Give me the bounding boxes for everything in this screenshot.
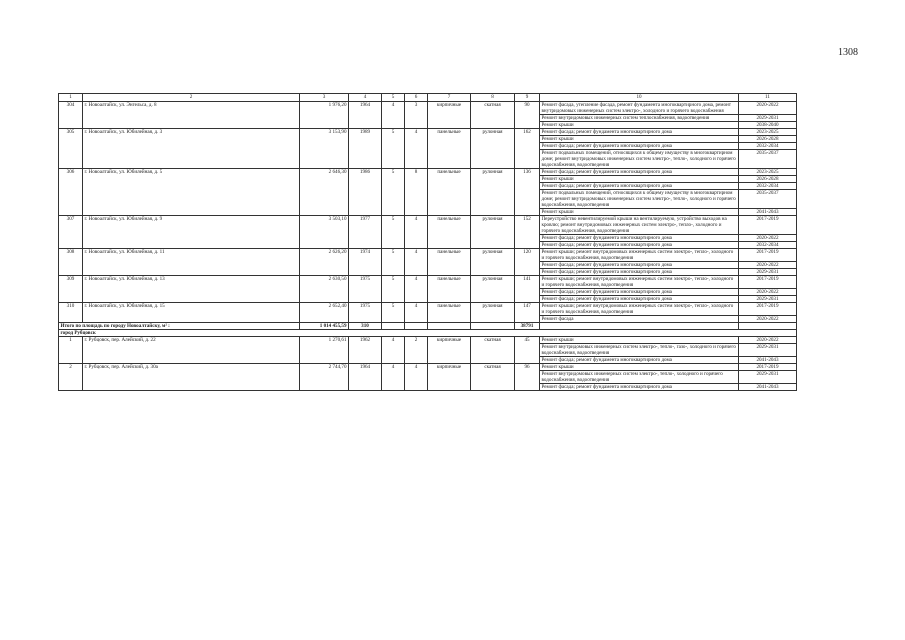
repair-period: 2035-2037	[739, 190, 797, 209]
total-area: 2 652,40	[300, 303, 349, 323]
total-area: 2 630,50	[300, 276, 349, 303]
table-row	[59, 102, 797, 115]
entrances-count: 4	[405, 364, 428, 391]
repair-period: 2032-2034	[739, 143, 797, 150]
residents-count: 90	[515, 102, 540, 129]
capital-repair-table	[58, 93, 797, 391]
wall-material: панельные	[428, 276, 471, 303]
repair-work: Ремонт фасада, утепление фасада, ремонт фундамента многоквартирного дома, ремонт внутридомовых инженерных систем электро-, холодного и горячего водоснабжения	[540, 102, 739, 115]
column-number-row	[59, 94, 797, 102]
address: г. Новоалтайск, ул. Юбилейная, д. 15	[83, 303, 300, 323]
building-number: 310	[59, 303, 83, 323]
repair-period: 2029-2031	[739, 296, 797, 303]
repair-period: 2029-2031	[739, 371, 797, 384]
total-area: 1 014 455,59	[300, 323, 349, 330]
column-number: 11	[739, 94, 797, 102]
building-number: 304	[59, 102, 83, 129]
entrances-count: 4	[405, 129, 428, 169]
repair-work: Ремонт крыши; ремонт внутридомовых инженерных систем электро-, тепло-, холодного и горячего водоснабжения, водоотведения	[540, 276, 739, 289]
build-year: 1975	[349, 303, 382, 323]
wall-material: панельные	[428, 169, 471, 216]
table-row	[59, 303, 797, 316]
roof-type: скатная	[471, 102, 515, 129]
column-number: 3	[300, 94, 349, 102]
repair-period: 2029-2031	[739, 344, 797, 357]
residents-count: 45	[515, 337, 540, 364]
build-year: 1964	[349, 102, 382, 129]
repair-work: Ремонт крыши	[540, 337, 739, 344]
repair-period: 2020-2022	[739, 235, 797, 242]
building-number: 2	[59, 364, 83, 391]
empty-cell	[471, 323, 515, 330]
repair-work: Ремонт фасада; ремонт фундамента многоквартирного дома	[540, 242, 739, 249]
column-number: 6	[405, 94, 428, 102]
wall-material: кирпичные	[428, 337, 471, 364]
address: г. Рубцовск, пер. Алейский, д. 22	[83, 337, 300, 364]
floors-count: 5	[382, 129, 405, 169]
build-year: 1986	[349, 169, 382, 216]
roof-type: скатная	[471, 337, 515, 364]
floors-count: 5	[382, 249, 405, 276]
repair-work: Ремонт крыши	[540, 176, 739, 183]
repair-work: Ремонт фасада; ремонт фундамента многоквартирного дома	[540, 296, 739, 303]
repair-period: 2032-2034	[739, 242, 797, 249]
repair-work: Ремонт фасада; ремонт фундамента многоквартирного дома	[540, 269, 739, 276]
residents-count: 136	[515, 169, 540, 216]
table-row	[59, 129, 797, 136]
repair-period: 2020-2022	[739, 316, 797, 323]
address: г. Новоалтайск, ул. Юбилейная, д. 3	[83, 129, 300, 169]
repair-work: Ремонт крыши	[540, 209, 739, 216]
repair-work: Ремонт внутридомовых инженерных систем электро-, тепло-, газо-, холодного и горячего водоснабжения, водоотведения	[540, 344, 739, 357]
roof-type: рулонная	[471, 276, 515, 303]
repair-period: 2038-2040	[739, 122, 797, 129]
roof-type: скатная	[471, 364, 515, 391]
build-year: 1962	[349, 337, 382, 364]
table-row	[59, 276, 797, 289]
address: г. Новоалтайск, ул. Энгельса, д. 8	[83, 102, 300, 129]
floors-count: 5	[382, 169, 405, 216]
repair-work: Ремонт фасада; ремонт фундамента многоквартирного дома	[540, 129, 739, 136]
section-title: город Рубцовск	[59, 330, 797, 337]
floors-count: 4	[382, 102, 405, 129]
wall-material: панельные	[428, 249, 471, 276]
entrances-count: 4	[405, 303, 428, 323]
column-number: 8	[471, 94, 515, 102]
build-year: 1974	[349, 249, 382, 276]
table-row	[59, 169, 797, 176]
build-year: 1977	[349, 216, 382, 249]
roof-type: рулонная	[471, 216, 515, 249]
empty-cell	[540, 323, 739, 330]
repair-work: Ремонт крыши	[540, 122, 739, 129]
repair-period: 2026-2028	[739, 176, 797, 183]
total-residents: 38791	[515, 323, 540, 330]
table-row	[59, 337, 797, 344]
column-number: 10	[540, 94, 739, 102]
build-year: 1964	[349, 364, 382, 391]
roof-type: рулонная	[471, 249, 515, 276]
column-number: 5	[382, 94, 405, 102]
empty-cell	[382, 323, 405, 330]
column-number: 9	[515, 94, 540, 102]
table-body	[59, 94, 797, 391]
total-area: 3 153,90	[300, 129, 349, 169]
residents-count: 141	[515, 276, 540, 303]
total-label: Итого по площадь по городу Новоалтайску, м² :	[59, 323, 300, 330]
repair-period: 2023-2025	[739, 129, 797, 136]
wall-material: кирпичные	[428, 102, 471, 129]
entrances-count: 8	[405, 169, 428, 216]
residents-count: 152	[515, 216, 540, 249]
repair-period: 2023-2025	[739, 169, 797, 176]
repair-work: Ремонт внутридомовых инженерных систем электро-, тепло-, холодного и горячего водоснабжения, водоотведения	[540, 371, 739, 384]
repair-work: Ремонт внутридомовых инженерных систем теплоснабжения, водоотведения	[540, 115, 739, 122]
repair-work: Ремонт подвальных помещений, относящихся к общему имуществу в многоквартирном доме; ремонт внутридомовых инженерных систем электро-, тепло-, холодного и горячего водоснабжения, водоотведения	[540, 190, 739, 209]
address: г. Новоалтайск, ул. Юбилейная, д. 13	[83, 276, 300, 303]
total-row	[59, 323, 797, 330]
wall-material: панельные	[428, 303, 471, 323]
total-area: 2 744,70	[300, 364, 349, 391]
residents-count: 120	[515, 249, 540, 276]
wall-material: кирпичные	[428, 364, 471, 391]
repair-period: 2032-2034	[739, 183, 797, 190]
repair-period: 2029-2031	[739, 115, 797, 122]
repair-work: Ремонт фасада; ремонт фундамента многоквартирного дома	[540, 357, 739, 364]
total-area: 1 976,20	[300, 102, 349, 129]
address: г. Новоалтайск, ул. Юбилейная, д. 5	[83, 169, 300, 216]
total-area: 1 270,61	[300, 337, 349, 364]
section-row	[59, 330, 797, 337]
build-year: 1975	[349, 276, 382, 303]
repair-work: Ремонт крыши; ремонт внутридомовых инженерных систем электро-, тепло-, холодного и горячего водоснабжения, водоотведения	[540, 249, 739, 262]
repair-work: Ремонт фасада; ремонт фундамента многоквартирного дома	[540, 262, 739, 269]
entrances-count: 4	[405, 216, 428, 249]
roof-type: рулонная	[471, 303, 515, 323]
empty-cell	[739, 323, 797, 330]
repair-period: 2041-2043	[739, 357, 797, 364]
repair-period: 2041-2043	[739, 209, 797, 216]
building-number: 308	[59, 249, 83, 276]
entrances-count: 2	[405, 337, 428, 364]
repair-period: 2017-2019	[739, 303, 797, 316]
repair-work: Ремонт фасада; ремонт фундамента многоквартирного дома	[540, 289, 739, 296]
column-number: 4	[349, 94, 382, 102]
building-number: 306	[59, 169, 83, 216]
repair-period: 2020-2022	[739, 337, 797, 344]
roof-type: рулонная	[471, 169, 515, 216]
floors-count: 4	[382, 364, 405, 391]
repair-period: 2017-2019	[739, 249, 797, 262]
total-area: 3 503,10	[300, 216, 349, 249]
residents-count: 147	[515, 303, 540, 323]
residents-count: 162	[515, 129, 540, 169]
repair-work: Ремонт фасада; ремонт фундамента многоквартирного дома	[540, 169, 739, 176]
building-number: 1	[59, 337, 83, 364]
repair-period: 2035-2037	[739, 150, 797, 169]
table-row	[59, 364, 797, 371]
repair-period: 2017-2019	[739, 276, 797, 289]
floors-count: 5	[382, 276, 405, 303]
repair-period: 2026-2028	[739, 136, 797, 143]
column-number: 1	[59, 94, 83, 102]
column-number: 2	[83, 94, 300, 102]
column-number: 7	[428, 94, 471, 102]
repair-work: Ремонт крыши	[540, 364, 739, 371]
empty-cell	[428, 323, 471, 330]
wall-material: панельные	[428, 216, 471, 249]
repair-work: Ремонт фасада; ремонт фундамента многоквартирного дома	[540, 143, 739, 150]
total-area: 2 646,30	[300, 169, 349, 216]
repair-period: 2029-2031	[739, 269, 797, 276]
repair-period: 2017-2019	[739, 216, 797, 235]
repair-work: Ремонт фасада; ремонт фундамента многоквартирного дома	[540, 183, 739, 190]
building-number: 307	[59, 216, 83, 249]
total-area: 2 626,20	[300, 249, 349, 276]
entrances-count: 4	[405, 276, 428, 303]
address: г. Новоалтайск, ул. Юбилейная, д. 9	[83, 216, 300, 249]
repair-work: Ремонт крыши	[540, 136, 739, 143]
build-year: 1989	[349, 129, 382, 169]
floors-count: 5	[382, 303, 405, 323]
building-number: 309	[59, 276, 83, 303]
address: г. Рубцовск, пер. Алейский, д. 30а	[83, 364, 300, 391]
floors-count: 4	[382, 337, 405, 364]
repair-work: Ремонт фасада; ремонт фундамента многоквартирного дома	[540, 235, 739, 242]
repair-period: 2017-2019	[739, 364, 797, 371]
repair-work: Ремонт крыши; ремонт внутридомовых инженерных систем электро-, тепло-, холодного и горячего водоснабжения, водоотведения	[540, 303, 739, 316]
repair-period: 2041-2043	[739, 384, 797, 391]
entrances-count: 3	[405, 102, 428, 129]
table-row	[59, 249, 797, 262]
repair-period: 2020-2022	[739, 262, 797, 269]
wall-material: панельные	[428, 129, 471, 169]
empty-cell	[405, 323, 428, 330]
total-count: 310	[349, 323, 382, 330]
address: г. Новоалтайск, ул. Юбилейная, д. 11	[83, 249, 300, 276]
building-number: 305	[59, 129, 83, 169]
repair-work: Ремонт подвальных помещений, относящихся к общему имуществу в многоквартирном доме; ремонт внутридомовых инженерных систем электро-, тепло-, холодного и горячего водоснабжения, водоотведения	[540, 150, 739, 169]
repair-work: Ремонт фасада	[540, 316, 739, 323]
repair-work: Ремонт фасада; ремонт фундамента многоквартирного дома	[540, 384, 739, 391]
repair-period: 2020-2022	[739, 289, 797, 296]
table-row	[59, 216, 797, 235]
entrances-count: 4	[405, 249, 428, 276]
floors-count: 5	[382, 216, 405, 249]
residents-count: 96	[515, 364, 540, 391]
roof-type: рулонная	[471, 129, 515, 169]
repair-period: 2020-2022	[739, 102, 797, 115]
repair-work: Переустройство невентилируемой крыши на вентилируемую, устройство выходов на кровлю; ремонт внутридомовых инженерных систем электро-, тепло-, холодного и горячего водоснабжения, водоотведения	[540, 216, 739, 235]
page-number: 1308	[838, 47, 858, 58]
